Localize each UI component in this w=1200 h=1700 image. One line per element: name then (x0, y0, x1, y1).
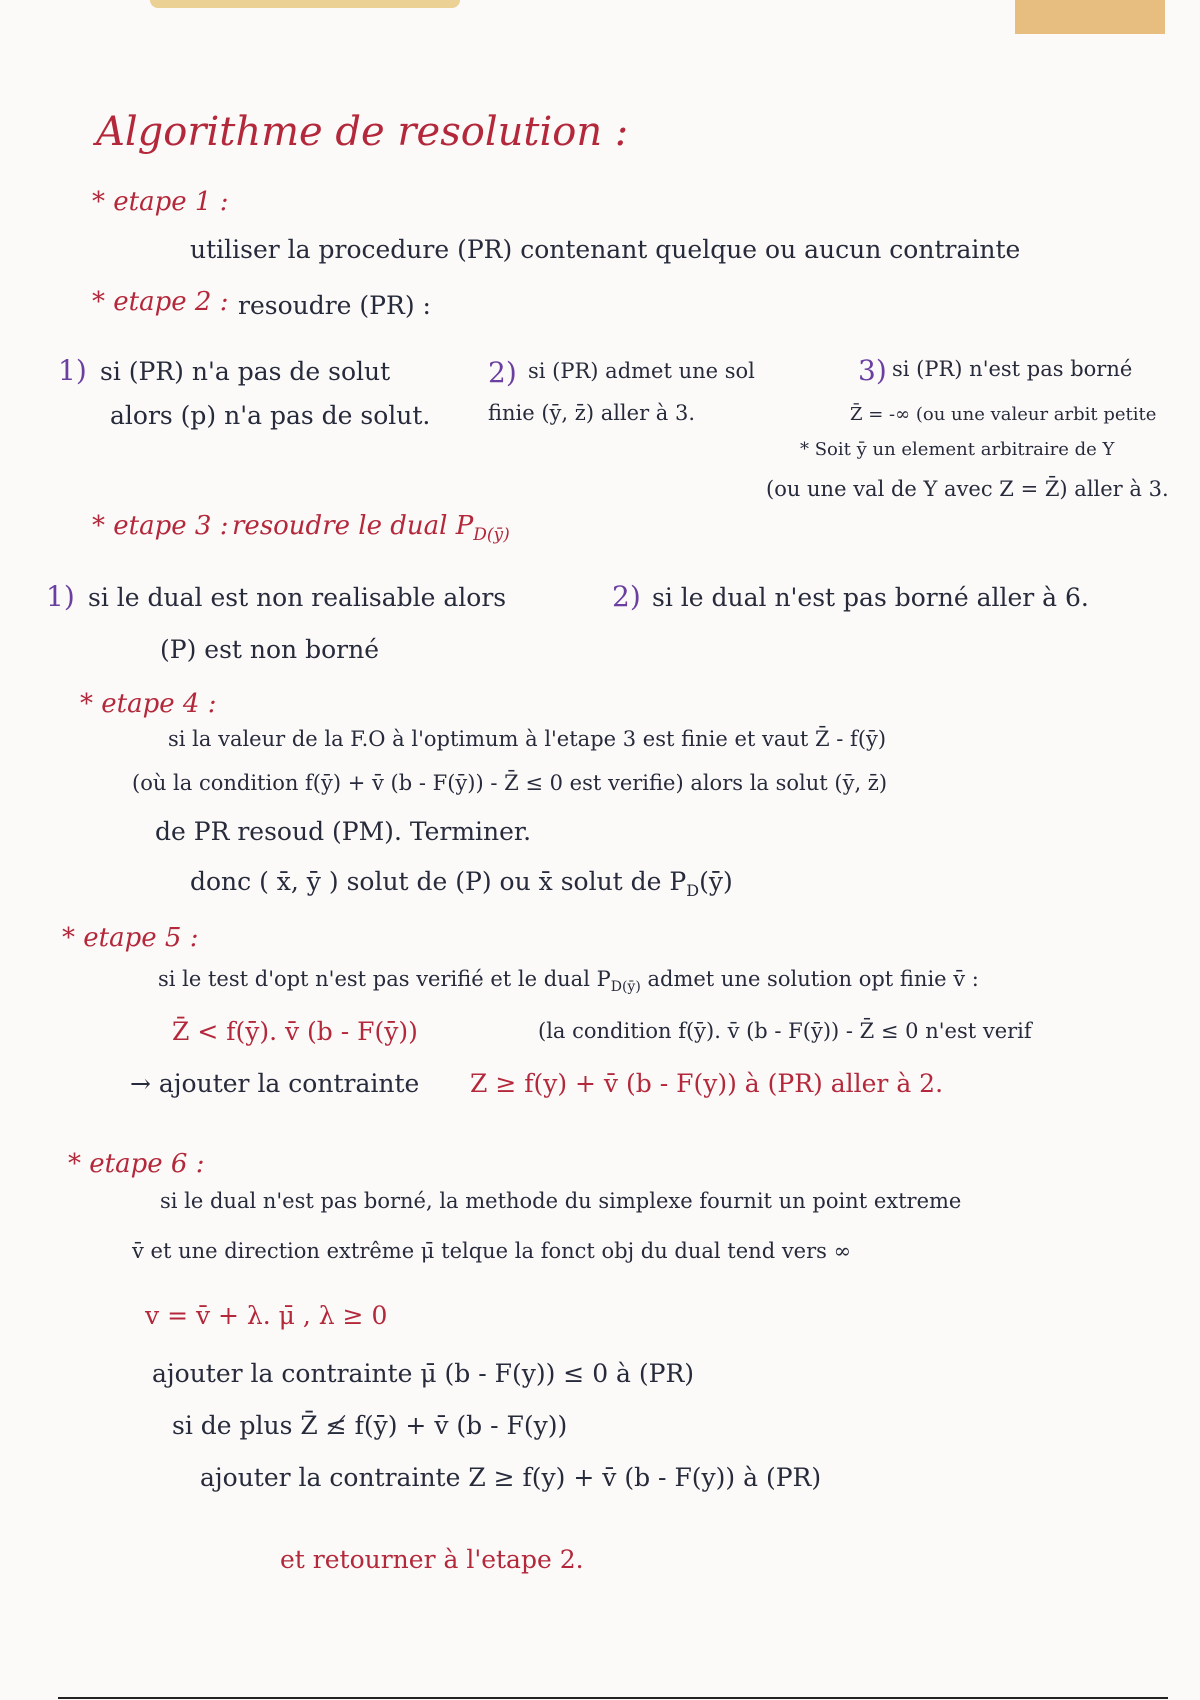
step4-line1: si la valeur de la F.O à l'optimum à l'etape 3 est finie et vaut Z̄ - f(ȳ) (168, 727, 887, 751)
step1-text: utiliser la procedure (PR) contenant quelque ou aucun contrainte (190, 235, 1021, 264)
step3-case1-number: 1) (46, 580, 75, 613)
step3-case1-line2: (P) est non borné (160, 635, 379, 664)
step2-case3-line2: Z̄ = -∞ (ou une valeur arbit petite (850, 404, 1157, 425)
step4-line2: (où la condition f(ȳ) + v̄ (b - F(ȳ)) - Z̄ ≤ 0 est verifie) alors la solut (ȳ, z̄) (132, 771, 888, 795)
page-title: Algorithme de resolution : (96, 109, 629, 155)
step4-line3: de PR resoud (PM). Terminer. (155, 817, 532, 846)
step2-case2-line2: finie (ȳ, z̄) aller à 3. (488, 401, 696, 425)
step6-line5: si de plus Z̄ ≰ f(ȳ) + v̄ (b - F(y)) (172, 1411, 568, 1440)
step2-case2-number: 2) (488, 356, 517, 389)
step3-label: * etape 3 : (92, 511, 229, 541)
step1-label: * etape 1 : (92, 187, 229, 217)
step4-line4-main: donc ( x̄, ȳ ) solut de (P) ou x̄ solut de P (190, 867, 687, 896)
bottom-divider (58, 1697, 1168, 1699)
step2-case1-line1: si (PR) n'a pas de solut (100, 357, 391, 386)
top-corner-decoration (1015, 0, 1165, 34)
step5-line1-main: si le test d'opt n'est pas verifié et le dual P (158, 967, 611, 991)
step6-line3: v = v̄ + λ. μ̄ , λ ≥ 0 (145, 1301, 388, 1330)
step5-line2: Z̄ < f(ȳ). v̄ (b - F(ȳ)) (172, 1017, 418, 1046)
step2-case2-line1: si (PR) admet une sol (528, 359, 755, 383)
step2-case1-line2: alors (p) n'a pas de solut. (110, 401, 431, 430)
step6-label: * etape 6 : (68, 1149, 205, 1179)
step3-text-sub: D(ȳ) (473, 525, 510, 546)
step4-line4-sub: D (686, 881, 700, 900)
step5-line3: → ajouter la contrainte (130, 1069, 420, 1098)
step5-line1 (158, 968, 979, 996)
step2-case3-line4: (ou une val de Y avec Z = Z̄) aller à 3. (766, 477, 1169, 501)
step5-line1-end: admet une solution opt finie v̄ : (647, 967, 979, 991)
step5-line1-sub: D(ȳ) (610, 979, 641, 996)
step2-case3-number: 3) (858, 354, 887, 387)
step2-case1-number: 1) (58, 354, 87, 387)
step6-line6: ajouter la contrainte Z ≥ f(y) + v̄ (b - F(y)) à (PR) (200, 1463, 822, 1492)
step6-line4: ajouter la contrainte μ̄ (b - F(y)) ≤ 0 à (PR) (152, 1359, 695, 1388)
step5-line3-expression: Z ≥ f(y) + v̄ (b - F(y)) à (PR) aller à 2. (470, 1069, 944, 1098)
step3-text (232, 512, 510, 545)
step6-line2: v̄ et une direction extrême μ̄ telque la fonct obj du dual tend vers ∞ (132, 1239, 852, 1263)
step6-line1: si le dual n'est pas borné, la methode du simplexe fournit un point extreme (160, 1189, 962, 1213)
step4-line4-end: (ȳ) (699, 867, 733, 896)
step5-label: * etape 5 : (62, 923, 199, 953)
step3-case1-line1: si le dual est non realisable alors (88, 583, 507, 612)
step2-case3-line3: * Soit ȳ un element arbitraire de Y (800, 439, 1115, 460)
step4-label: * etape 4 : (80, 689, 217, 719)
step6-line7: et retourner à l'etape 2. (280, 1545, 584, 1574)
step3-case2-line1: si le dual n'est pas borné aller à 6. (652, 583, 1089, 612)
step2-text: resoudre (PR) : (238, 291, 431, 320)
step2-label: * etape 2 : (92, 287, 229, 317)
step5-line2-condition: (la condition f(ȳ). v̄ (b - F(ȳ)) - Z̄ ≤ 0 n'est verif (538, 1019, 1032, 1043)
step3-case2-number: 2) (612, 580, 641, 613)
top-edge-decoration (150, 0, 460, 8)
step4-line4 (190, 868, 733, 900)
step2-case3-line1: si (PR) n'est pas borné (892, 357, 1133, 381)
step3-text-main: resoudre le dual P (232, 511, 474, 541)
